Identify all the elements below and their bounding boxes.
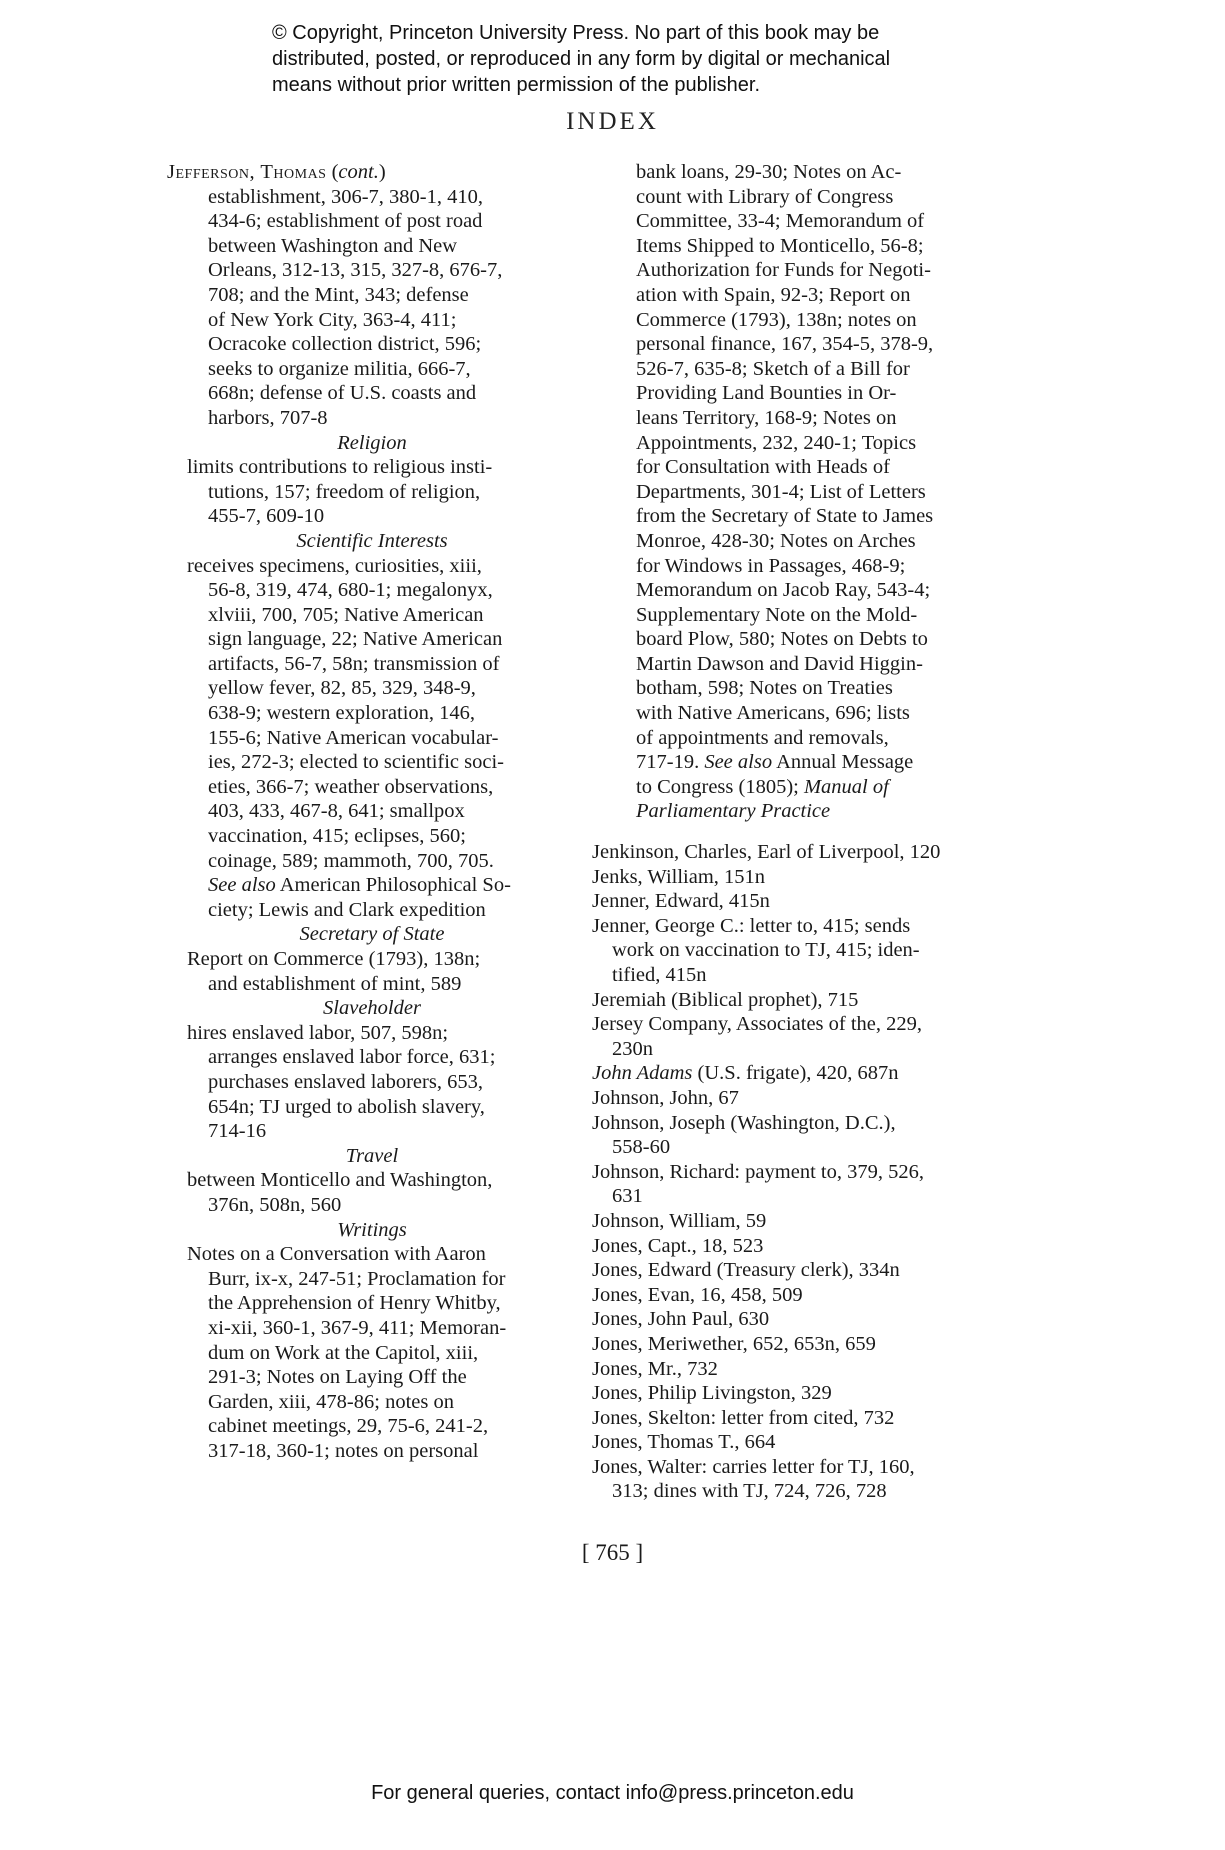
entry-lines [167,185,577,431]
index-line: seeks to organize militia, 666-7, [208,357,471,380]
page-number: [ 765 ] [581,1540,644,1565]
index-entry-continuation: work on vaccination to TJ, 415; iden- [612,939,920,962]
index-entries [592,1086,1012,1504]
see-also-line [167,873,577,898]
index-line: cabinet meetings, 29, 75-6, 241-2, [208,1415,489,1438]
index-line: Items Shipped to Monticello, 56-8; [636,234,924,257]
page-title: INDEX [566,108,659,135]
index-line: Burr, ix-x, 247-51; Proclamation for [208,1267,506,1290]
entry-text: (U.S. frigate), 420, 687n [697,1062,899,1085]
index-line: eties, 366-7; weather observations, [208,775,494,798]
index-entry: Jenks, William, 151n [592,865,766,888]
index-entry: Jones, Philip Livingston, 329 [592,1382,832,1405]
index-entry-continuation: tified, 415n [612,964,707,986]
subentry-lines [167,578,577,873]
subheading-secretary: Secretary of State [299,923,445,946]
subentry-first-line: between Monticello and Washington, [187,1169,493,1192]
see-also-pre: 717-19. [636,751,700,774]
index-line: dum on Work at the Capitol, xiii, [208,1341,479,1364]
index-entry-continuation: 631 [612,1185,643,1208]
entry-head: Jefferson, Thomas [167,161,327,183]
index-line: with Native Americans, 696; lists [636,702,910,725]
subentry-lines [167,480,577,529]
right-column [592,160,1012,1504]
index-line: Orleans, 312-13, 315, 327-8, 676-7, [208,259,503,282]
index-entry: Johnson, William, 59 [592,1209,767,1232]
entry-gap [592,824,1012,840]
index-line: vaccination, 415; eclipses, 560; [208,825,466,848]
see-also-title: Parliamentary Practice [636,800,831,823]
index-line: personal finance, 167, 354-5, 378-9, [636,333,934,356]
index-line: Ocracoke collection district, 596; [208,333,482,356]
see-also-line [592,775,1012,800]
index-line: establishment, 306-7, 380-1, 410, [208,185,484,208]
index-line: 714-16 [208,1120,267,1143]
index-entry-continuation: 558-60 [612,1136,671,1159]
index-entry: Jeremiah (Biblical prophet), 715 [592,988,859,1011]
index-line: 654n; TJ urged to abolish slavery, [208,1095,485,1118]
index-entry: Jones, Evan, 16, 458, 509 [592,1283,803,1306]
index-line: Departments, 301-4; List of Letters [636,480,926,503]
index-line: harbors, 707-8 [208,406,328,429]
subheading-scientific: Scientific Interests [296,529,448,552]
index-line: for Consultation with Heads of [636,456,890,479]
index-line: Supplementary Note on the Mold- [636,603,918,626]
index-line: 291-3; Notes on Laying Off the [208,1366,467,1389]
see-also-label: See also [208,874,276,897]
subentry-first-line: Notes on a Conversation with Aaron [187,1243,486,1266]
subentry-lines [167,1045,577,1143]
index-line: Monroe, 428-30; Notes on Arches [636,529,916,552]
copyright-line: means without prior written permission of the publisher. [272,74,761,96]
index-entry-continuation: 230n [612,1037,653,1060]
index-entry: Jones, Capt., 18, 523 [592,1234,764,1257]
index-line: 155-6; Native American vocabular- [208,726,499,749]
subheading-travel: Travel [345,1144,399,1167]
index-line: Providing Land Bounties in Or- [636,382,897,405]
subheading-slaveholder: Slaveholder [323,997,421,1020]
see-also-title: Manual of [803,775,889,798]
see-also-line [592,750,1012,775]
copyright-line: distributed, posted, or reproduced in any form by digital or mechanical [272,48,891,70]
index-line: Authorization for Funds for Negoti- [636,259,931,282]
index-entry: Jersey Company, Associates of the, 229, [592,1013,923,1036]
index-line: 526-7, 635-8; Sketch of a Bill for [636,357,910,380]
index-entry: Jenner, Edward, 415n [592,890,770,913]
index-line: sign language, 22; Native American [208,628,503,651]
index-line: Committee, 33-4; Memorandum of [636,210,925,233]
index-entry: Jones, Thomas T., 664 [592,1431,776,1454]
index-entry-continuation: 313; dines with TJ, 724, 726, 728 [612,1480,887,1503]
index-line: Appointments, 232, 240-1; Topics [636,431,917,454]
index-line: 403, 433, 467-8, 641; smallpox [208,800,465,823]
entry-head-cont: cont. [338,161,379,183]
index-entry: Johnson, John, 67 [592,1086,739,1109]
index-entry: Jones, John Paul, 630 [592,1308,770,1331]
subheading-writings: Writings [337,1218,407,1241]
subheading-religion: Religion [337,431,407,454]
index-line: xlviii, 700, 705; Native American [208,603,484,626]
index-line: 455-7, 609-10 [208,505,325,528]
index-entry: Johnson, Joseph (Washington, D.C.), [592,1111,896,1134]
index-line: Martin Dawson and David Higgin- [636,652,923,675]
index-line: 434-6; establishment of post road [208,210,483,233]
subentry-first-line: hires enslaved labor, 507, 598n; [187,1021,449,1044]
index-line: botham, 598; Notes on Treaties [636,677,893,700]
index-line: Garden, xiii, 478-86; notes on [208,1390,454,1413]
index-entry [592,1061,1012,1086]
see-also-text: American Philosophical So- [279,874,511,897]
index-line: 317-18, 360-1; notes on personal [208,1439,479,1462]
see-also-line [592,799,1012,824]
subentry-lines [167,1193,577,1218]
index-entry: Jones, Walter: carries letter for TJ, 160, [592,1455,915,1478]
index-entry: Jenner, George C.: letter to, 415; sends [592,914,911,937]
left-column [167,160,577,1463]
index-entry: Jones, Edward (Treasury clerk), 334n [592,1259,900,1282]
see-also-label: See also [704,751,773,774]
index-line: xi-xii, 360-1, 367-9, 411; Memoran- [208,1316,507,1339]
index-line: 668n; defense of U.S. coasts and [208,382,477,405]
see-also-text: Annual Message [776,751,914,774]
see-also-text: to Congress (1805); [636,775,799,798]
entry-head-line: Jefferson, Thomas (cont.) [167,161,386,183]
index-line: purchases enslaved laborers, 653, [208,1070,483,1093]
copyright-notice [272,20,1032,98]
index-entry: Jones, Mr., 732 [592,1357,718,1380]
index-line: 708; and the Mint, 343; defense [208,283,469,306]
index-line: coinage, 589; mammoth, 700, 705. [208,849,494,872]
index-line: Memorandum on Jacob Ray, 543-4; [636,579,931,602]
index-line: board Plow, 580; Notes on Debts to [636,628,928,651]
index-line: bank loans, 29-30; Notes on Ac- [636,161,902,183]
subentry-first-line: Report on Commerce (1793), 138n; [187,948,481,970]
index-line: leans Territory, 168-9; Notes on [636,406,897,429]
subentry-lines [167,1267,577,1464]
index-line: from the Secretary of State to James [636,505,934,528]
index-entry: Jones, Skelton: letter from cited, 732 [592,1406,895,1429]
subentry-first-line: limits contributions to religious insti- [187,456,493,479]
index-line: tutions, 157; freedom of religion, [208,480,481,503]
index-line: 56-8, 319, 474, 680-1; megalonyx, [208,579,493,602]
index-line: Commerce (1793), 138n; notes on [636,308,917,331]
index-line: for Windows in Passages, 468-9; [636,554,906,577]
index-line: ies, 272-3; elected to scientific soci- [208,751,505,774]
index-entry: Jenkinson, Charles, Earl of Liverpool, 120 [592,841,941,864]
index-line: yellow fever, 82, 85, 329, 348-9, [208,677,476,700]
index-line: 376n, 508n, 560 [208,1193,342,1216]
subentry-first-line: receives specimens, curiosities, xiii, [187,554,482,577]
index-line: the Apprehension of Henry Whitby, [208,1292,501,1315]
continued-lines [592,160,1012,750]
index-line: 638-9; western exploration, 146, [208,702,476,725]
index-entries [592,840,1012,1061]
index-line: between Washington and New [208,234,458,257]
index-line: and establishment of mint, 589 [208,972,462,995]
index-line: of New York City, 363-4, 411; [208,308,457,331]
subentry-lines [167,972,577,997]
index-entry: Johnson, Richard: payment to, 379, 526, [592,1160,924,1183]
index-line: count with Library of Congress [636,185,894,208]
footer-contact: For general queries, contact info@press.princeton.edu [371,1782,854,1804]
index-line: artifacts, 56-7, 58n; transmission of [208,652,500,675]
subentry-line: ciety; Lewis and Clark expedition [208,898,486,921]
index-line: arranges enslaved labor force, 631; [208,1046,496,1069]
ship-name: John Adams [592,1062,693,1085]
index-line: ation with Spain, 92-3; Report on [636,283,911,306]
index-entry: Jones, Meriwether, 652, 653n, 659 [592,1332,876,1355]
index-line: of appointments and removals, [636,726,889,749]
copyright-line: © Copyright, Princeton University Press. No part of this book may be [272,22,880,44]
